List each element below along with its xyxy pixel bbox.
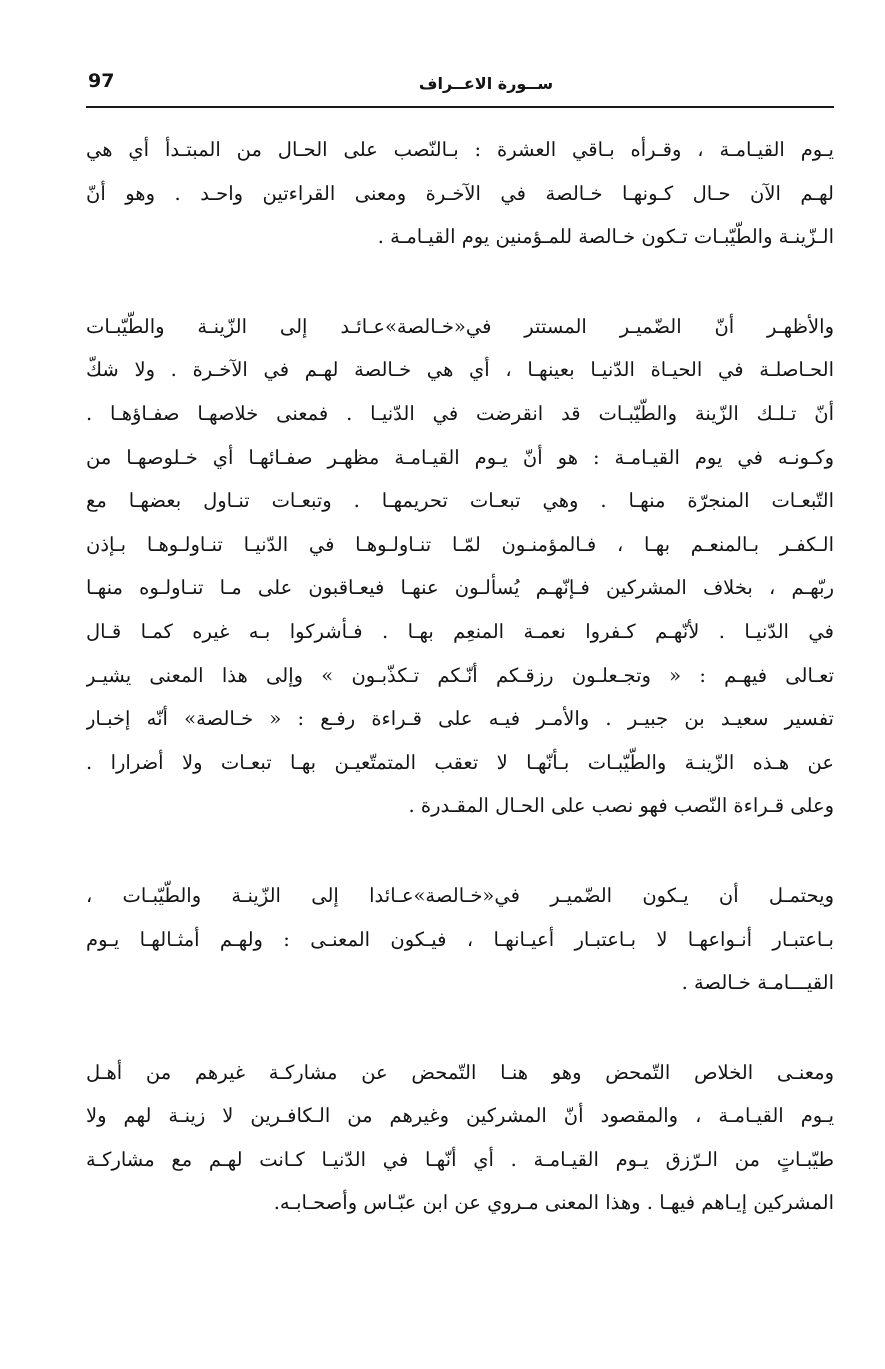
page-header bbox=[86, 66, 834, 108]
text-line: تفسير سعيـد بن جبيـر . والأمـر فيـه على قـراءة رفـع : « خـالصة» أنّه إخبـار bbox=[86, 707, 834, 731]
paragraph bbox=[86, 128, 834, 259]
text-line: بـاعتبـار أنـواعهـا لا بـاعتبـار أعيـانهـا ، فيـكون المعنـى : ولهـم أمثـالهـا يـوم bbox=[86, 927, 834, 951]
text-line: التّبعـات المنجرّة منهـا . وهي تبعـات تحريمهـا . وتبعـات تنـاول بعضهـا مع bbox=[86, 489, 834, 513]
paragraph bbox=[86, 874, 834, 1005]
text-line: تعـالى فيهـم : « وتجـعلـون رزقـكم أنّـكم تـكذّبـون » وإلى هذا المعنى يشيـر bbox=[86, 663, 834, 687]
text-line: وعلى قـراءة النّصب فهو نصب على الحـال المقـدرة . bbox=[408, 794, 834, 818]
text-line: طيّبـاتٍ من الـرّزق يـوم القيـامـة . أي أنّهـا في الدّنيـا كـانت لهـم مع مشاركـة bbox=[86, 1147, 834, 1171]
text-line: يـوم القيـامـة ، وقـرأه بـاقي العشرة : بـالنّصب على الحـال من المبتـدأ أي هي bbox=[86, 138, 834, 161]
page-number: 97 bbox=[88, 70, 115, 92]
body-text bbox=[86, 128, 834, 1271]
paragraph bbox=[86, 1051, 834, 1225]
text-line: الـزّينـة والطّيّبـات تـكون خـالصة للمـؤمنين يوم القيـامـة . bbox=[377, 225, 834, 249]
text-line: لهـم الآن حـال كـونهـا خـالصة في الآخـرة ومعنى القراءتين واحـد . وهو أنّ bbox=[86, 181, 834, 205]
text-line: الـكفـر بـالمنعـم بهـا ، فـالمؤمنـون لمّـا تنـاولـوهـا في الدّنيـا تنـاولـوهـا بـإذن bbox=[86, 532, 834, 556]
running-title: ســورة الاعــراف bbox=[418, 74, 554, 93]
text-line: ومعنـى الخلاص التّمحض وهو هنـا التّمحض عن مشاركـة غيرهم من أهـل bbox=[86, 1060, 834, 1084]
text-line: الحـاصلـة في الحيـاة الدّنيـا بعينهـا ، أي هي خـالصة لهـم في الآخـرة . ولا شكّ bbox=[86, 358, 834, 382]
text-line: ويحتمـل أن يـكون الضّميـر في«خـالصة»عـائدا إلى الزّينـة والطّيّبـات ، bbox=[86, 883, 834, 907]
paragraph bbox=[86, 305, 834, 828]
text-line: يـوم القيـامـة ، والمقصود أنّ المشركين وغيرهم من الـكافـرين لا زينـة لهم ولا bbox=[86, 1104, 834, 1128]
text-line: القيـــامـة خـالصة . bbox=[681, 971, 834, 995]
text-line: وكـونـه في يوم القيـامـة : هو أنّ يـوم القيـامـة مظهـر صفـائهـا أي خـلوصهـا من bbox=[86, 445, 834, 469]
text-line: في الدّنيـا . لأنّهـم كـفروا نعمـة المنعِم بهـا . فـأشركوا بـه غيره كمـا قـال bbox=[86, 619, 834, 643]
text-line: أنّ تـلـك الزّينة والطّيّبـات قد انقرضت في الدّنيـا . فمعنى خلاصهـا صفـاؤهـا . bbox=[86, 401, 834, 425]
text-line: عن هـذه الزّينـة والطّيّبـات بـأنّهـا لا تعقب المتمتّعيـن بهـا تبعـات ولا أضرارا . bbox=[86, 750, 834, 774]
text-line: المشركين إيـاهم فيهـا . وهذا المعنى مـروي عن ابن عبّـاس وأصحـابـه. bbox=[273, 1191, 834, 1215]
text-line: والأظهـر أنّ الضّميـر المستتر في«خـالصة»عـائـد إلى الزّينـة والطّيّبـات bbox=[86, 314, 834, 338]
text-line: ربّهـم ، بخلاف المشركين فـإنّهـم يُسألـون عنهـا فيعـاقبون على مـا تنـاولـوه منهـا bbox=[86, 576, 834, 600]
